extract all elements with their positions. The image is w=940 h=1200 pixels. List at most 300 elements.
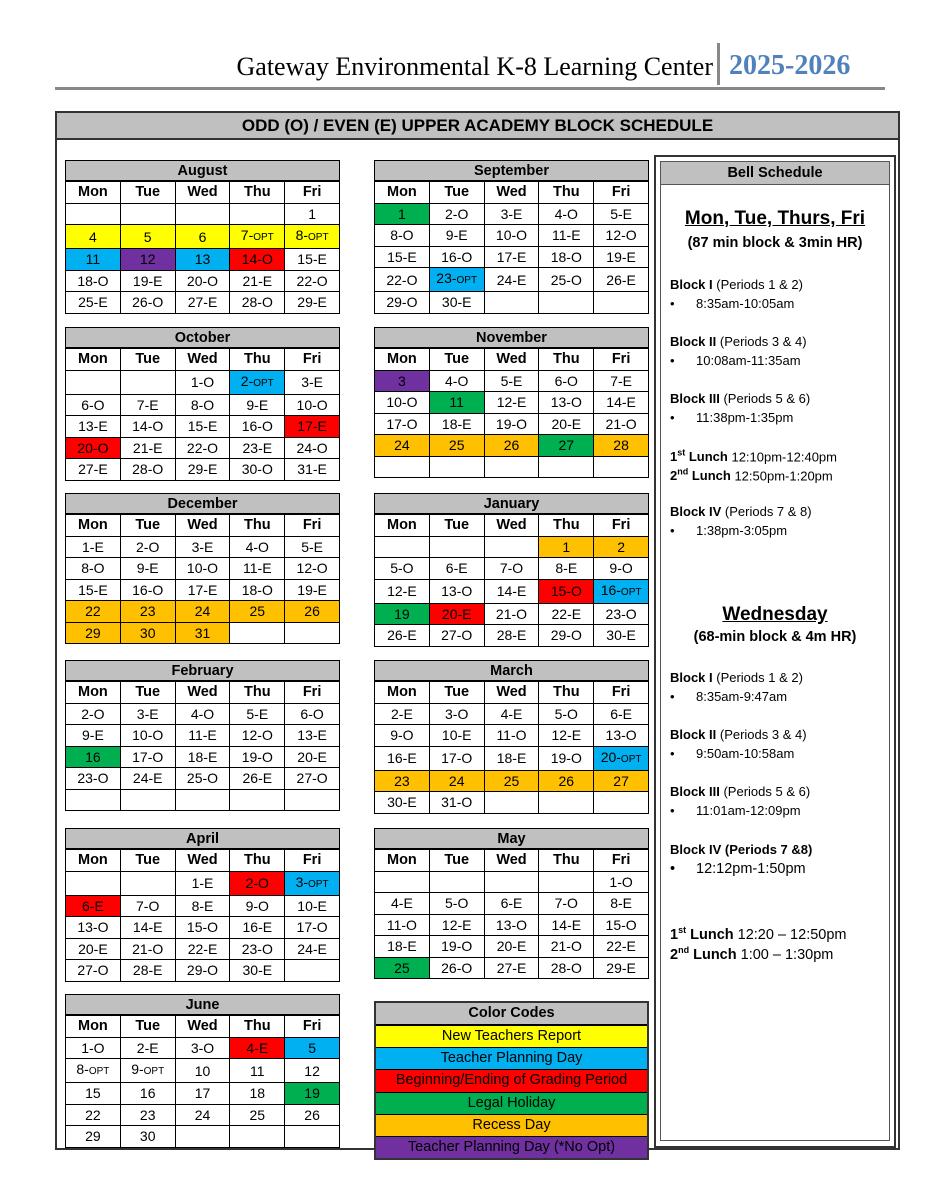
day-label: 26-O — [132, 294, 164, 311]
day-cell — [175, 1126, 230, 1148]
weekday-header: Thu — [230, 182, 285, 204]
day-label: 23-O — [77, 770, 109, 787]
day-cell — [175, 1037, 230, 1059]
day-label: 3-E — [136, 705, 159, 722]
day-label: 7-E — [136, 396, 159, 413]
weekday-header: Wed — [484, 182, 539, 204]
day-label: 12-E — [387, 583, 417, 599]
day-cell — [66, 871, 121, 895]
day-label: 19-E — [132, 272, 163, 289]
month-title: April — [65, 828, 340, 849]
day-cell — [230, 768, 285, 790]
day-label: 18-O — [241, 581, 273, 598]
day-label: 30-E — [606, 627, 636, 644]
weekday-header: Thu — [230, 682, 285, 704]
day-cell — [230, 917, 285, 939]
day-label: 8-O — [390, 227, 414, 244]
day-cell — [429, 203, 484, 225]
day-label: 28 — [613, 437, 629, 454]
day-label: 24-O — [296, 439, 328, 456]
weekday-header: Tue — [120, 349, 175, 371]
day-cell — [594, 703, 649, 725]
weekday-header: Fri — [594, 682, 649, 704]
day-label: 10-E — [297, 897, 327, 914]
day-label: 16 — [139, 1085, 156, 1102]
day-label: 25-O — [186, 770, 219, 787]
day-label: 21-O — [495, 605, 528, 622]
day-label: 22-E — [187, 940, 218, 957]
day-cell — [429, 957, 484, 979]
day-cell — [285, 1059, 340, 1083]
day-label: 5-E — [301, 538, 323, 555]
day-label: 8- — [76, 1061, 89, 1077]
day-cell — [429, 536, 484, 558]
day-cell — [429, 456, 484, 478]
day-label: 27-E — [496, 959, 527, 976]
day-cell — [594, 936, 649, 958]
day-label: 17-O — [296, 919, 328, 936]
wed-block-2: Block II (Periods 3 & 4) — [670, 727, 807, 742]
weekday-header: Mon — [375, 515, 430, 537]
day-cell — [484, 625, 539, 647]
day-label: 20-O — [186, 272, 219, 289]
day-label: 21-E — [132, 439, 163, 456]
day-label: 14-E — [496, 583, 527, 599]
day-cell — [285, 416, 340, 438]
day-label: 29 — [85, 624, 101, 641]
day-cell — [66, 601, 121, 623]
week-row — [66, 917, 340, 939]
day-label: 10-E — [441, 727, 472, 744]
week-row — [66, 270, 340, 292]
day-label: 5 — [143, 228, 152, 245]
day-label: 10-O — [296, 396, 328, 413]
weekday-header-row — [66, 182, 340, 204]
day-label: 18-E — [441, 415, 472, 432]
mtrf-subheading: (87 min block & 3min HR) — [687, 235, 863, 251]
month-january — [374, 493, 649, 647]
day-label: 18-E — [387, 938, 417, 955]
day-cell — [375, 536, 430, 558]
day-cell — [285, 1083, 340, 1105]
day-cell — [66, 960, 121, 982]
day-label: 20-O — [77, 439, 109, 456]
day-label: 11-O — [386, 916, 417, 933]
day-label: 10-O — [495, 227, 528, 244]
day-label: 6 — [198, 228, 207, 245]
day-cell — [66, 579, 121, 601]
month-february — [65, 660, 340, 811]
weekday-header: Wed — [484, 515, 539, 537]
day-label: 12-O — [296, 560, 328, 577]
day-cell — [120, 394, 175, 416]
day-cell — [375, 770, 430, 792]
weekday-header: Tue — [120, 515, 175, 537]
week-row — [66, 416, 340, 438]
day-label: 12-E — [551, 727, 582, 744]
day-cell — [484, 268, 539, 292]
day-cell — [120, 536, 175, 558]
day-cell — [375, 292, 430, 314]
day-label: 26 — [304, 1106, 320, 1123]
day-cell — [484, 770, 539, 792]
day-cell — [375, 893, 430, 915]
day-cell — [230, 292, 285, 314]
day-label: 27 — [558, 437, 575, 454]
wed-lunch-2: 2nd Lunch 1:00 – 1:30pm — [670, 945, 834, 963]
week-row — [66, 622, 340, 644]
day-cell — [594, 725, 649, 747]
day-cell — [539, 435, 594, 457]
day-label: 10-O — [386, 394, 418, 411]
day-cell — [175, 1059, 230, 1083]
day-label: 27-O — [296, 770, 328, 787]
day-cell — [175, 895, 230, 917]
day-label: 3-O — [445, 705, 469, 722]
weekday-header: Tue — [120, 182, 175, 204]
day-cell — [539, 770, 594, 792]
weekday-header: Mon — [375, 182, 430, 204]
day-label: 12 — [304, 1062, 320, 1079]
weekday-header: Mon — [66, 515, 121, 537]
day-cell — [230, 370, 285, 394]
day-label: 24-E — [496, 271, 527, 288]
day-cell — [230, 1059, 285, 1083]
day-cell — [120, 249, 175, 271]
week-row — [375, 392, 649, 414]
day-label: 20-E — [496, 938, 527, 955]
day-label: 18-E — [187, 748, 218, 765]
day-cell — [375, 246, 430, 268]
day-label: 25 — [394, 959, 410, 976]
weekday-header-row — [375, 182, 649, 204]
opt-label: OPT — [620, 753, 642, 765]
day-cell — [175, 768, 230, 790]
day-cell — [285, 703, 340, 725]
color-legend — [374, 1001, 649, 1160]
weekday-header: Thu — [539, 182, 594, 204]
day-cell — [230, 394, 285, 416]
weekday-header: Wed — [175, 349, 230, 371]
week-row — [66, 225, 340, 249]
day-cell — [66, 938, 121, 960]
day-label: 1-E — [191, 875, 214, 891]
day-cell — [375, 558, 430, 580]
day-label: 9-E — [136, 560, 159, 577]
day-cell — [429, 246, 484, 268]
day-cell — [120, 917, 175, 939]
day-label: 9-O — [390, 727, 414, 744]
day-cell — [484, 203, 539, 225]
weekday-header: Tue — [429, 515, 484, 537]
week-row — [66, 370, 340, 394]
weekday-header: Thu — [230, 349, 285, 371]
day-label: 11 — [449, 394, 464, 411]
weekday-header-row — [375, 515, 649, 537]
day-label: 4-O — [190, 705, 215, 722]
day-cell — [285, 249, 340, 271]
day-label: 10 — [194, 1062, 211, 1079]
day-label: 30-E — [242, 962, 273, 979]
month-table — [65, 181, 340, 314]
weekday-header-row — [66, 515, 340, 537]
week-row — [375, 603, 649, 625]
day-label: 2-O — [445, 205, 469, 222]
day-cell — [175, 370, 230, 394]
day-cell — [175, 225, 230, 249]
week-row — [375, 792, 649, 814]
day-cell — [175, 249, 230, 271]
day-cell — [594, 246, 649, 268]
day-cell — [594, 746, 649, 770]
weekday-header: Tue — [120, 682, 175, 704]
day-cell — [66, 895, 121, 917]
weekday-header: Tue — [120, 1016, 175, 1038]
day-label: 22-E — [551, 605, 582, 622]
day-cell — [429, 625, 484, 647]
school-year: 2025-2026 — [729, 50, 851, 81]
day-label: 12-O — [605, 227, 637, 244]
weekday-header: Wed — [175, 1016, 230, 1038]
day-cell — [375, 435, 430, 457]
day-cell — [66, 416, 121, 438]
day-label: 19-E — [297, 581, 327, 598]
day-label: 6-E — [610, 705, 632, 722]
weekday-header: Fri — [285, 515, 340, 537]
day-label: 8-E — [555, 560, 578, 577]
day-cell — [285, 601, 340, 623]
day-label: 18-O — [550, 248, 582, 265]
weekday-header-row — [66, 682, 340, 704]
weekday-header: Tue — [120, 850, 175, 872]
day-cell — [594, 792, 649, 814]
day-label: 22 — [85, 603, 101, 620]
day-cell — [66, 725, 121, 747]
week-row — [66, 394, 340, 416]
day-label: 5-O — [445, 895, 469, 912]
day-label: 6-E — [500, 895, 523, 912]
day-cell — [539, 725, 594, 747]
day-label: 7-O — [554, 895, 578, 912]
day-cell — [539, 893, 594, 915]
day-cell — [120, 1104, 175, 1126]
day-label: 17 — [194, 1085, 211, 1102]
day-cell — [375, 936, 430, 958]
week-row — [375, 370, 649, 392]
day-label: 12-E — [496, 394, 527, 411]
weekday-header: Thu — [539, 349, 594, 371]
day-cell — [230, 558, 285, 580]
day-cell — [66, 1083, 121, 1105]
day-cell — [594, 435, 649, 457]
day-cell — [484, 292, 539, 314]
day-cell — [285, 871, 340, 895]
day-label: 24-E — [297, 940, 327, 957]
day-cell — [375, 746, 430, 770]
wed-block-4: Block IV (Periods 7 &8) — [670, 842, 813, 857]
day-cell — [285, 1104, 340, 1126]
day-cell — [230, 622, 285, 644]
month-april — [65, 828, 340, 982]
day-cell — [484, 792, 539, 814]
day-cell — [120, 768, 175, 790]
weekday-header: Fri — [285, 850, 340, 872]
day-label: 26 — [304, 603, 320, 620]
day-label: 16-O — [132, 581, 164, 598]
day-label: 4-E — [500, 705, 523, 722]
day-cell — [120, 601, 175, 623]
day-cell — [539, 292, 594, 314]
day-cell — [120, 789, 175, 811]
day-cell — [594, 579, 649, 603]
day-label: 3-E — [301, 374, 323, 390]
day-label: 13-O — [495, 916, 528, 933]
day-label: 4-E — [246, 1039, 269, 1056]
week-row — [375, 746, 649, 770]
day-label: 14-E — [551, 916, 582, 933]
weekday-header: Mon — [375, 349, 430, 371]
day-cell — [539, 603, 594, 625]
day-cell — [539, 625, 594, 647]
weekday-header-row — [375, 850, 649, 872]
day-cell — [375, 603, 430, 625]
month-title: June — [65, 994, 340, 1015]
day-cell — [429, 435, 484, 457]
day-cell — [230, 960, 285, 982]
weekday-header: Thu — [539, 850, 594, 872]
day-cell — [120, 579, 175, 601]
opt-label: OPT — [253, 377, 274, 389]
day-label: 27-E — [187, 294, 218, 311]
day-label: 27-O — [77, 962, 109, 979]
day-cell — [375, 413, 430, 435]
day-cell — [375, 268, 430, 292]
wed-block-2-time: • 9:50am-10:58am — [696, 746, 794, 761]
day-label: 15-O — [186, 919, 219, 936]
wed-block-1: Block I (Periods 1 & 2) — [670, 670, 803, 685]
weekday-header: Tue — [429, 682, 484, 704]
day-label: 16-E — [242, 919, 273, 936]
day-cell — [66, 459, 121, 481]
legend-title: Color Codes — [376, 1003, 647, 1025]
day-label: 13-O — [605, 727, 637, 744]
day-cell — [375, 370, 430, 392]
day-label: 26-E — [606, 271, 636, 288]
day-label: 25 — [249, 1106, 266, 1123]
day-cell — [66, 746, 121, 768]
day-label: 29-O — [186, 962, 219, 979]
day-cell — [484, 936, 539, 958]
day-cell — [230, 416, 285, 438]
day-label: 3-E — [500, 205, 523, 222]
day-cell — [175, 1083, 230, 1105]
day-label: 22-O — [386, 271, 418, 288]
day-cell — [120, 871, 175, 895]
day-cell — [120, 1126, 175, 1148]
day-label: 6-O — [554, 372, 578, 389]
day-label: 20-E — [297, 748, 327, 765]
day-cell — [594, 957, 649, 979]
day-cell — [594, 225, 649, 247]
weekday-header: Fri — [594, 349, 649, 371]
page-header — [55, 40, 885, 92]
day-cell — [230, 459, 285, 481]
week-row — [375, 435, 649, 457]
day-cell — [230, 536, 285, 558]
week-row — [66, 292, 340, 314]
opt-label: OPT — [308, 878, 329, 890]
day-cell — [375, 725, 430, 747]
week-row — [375, 225, 649, 247]
day-label: 28-E — [132, 962, 163, 979]
weekday-header: Fri — [594, 850, 649, 872]
legend-item-grading-period: Beginning/Ending of Grading Period — [376, 1069, 647, 1091]
week-row — [66, 601, 340, 623]
day-label: 24 — [394, 437, 410, 454]
day-label: 27-E — [78, 461, 108, 478]
day-cell — [175, 960, 230, 982]
week-row — [375, 703, 649, 725]
day-label: 3 — [398, 372, 406, 389]
mtrf-lunch-1: 1st Lunch 12:10pm-12:40pm — [670, 448, 837, 465]
day-label: 6-O — [81, 396, 105, 413]
day-cell — [539, 203, 594, 225]
day-cell — [66, 536, 121, 558]
day-cell — [285, 579, 340, 601]
week-row — [375, 770, 649, 792]
mtrf-block-2-time: • 10:08am-11:35am — [696, 353, 801, 368]
day-cell — [539, 871, 594, 893]
week-row — [375, 268, 649, 292]
day-label: 30 — [139, 1128, 156, 1145]
day-cell — [230, 579, 285, 601]
day-label: 25 — [503, 772, 520, 789]
day-cell — [375, 957, 430, 979]
day-cell — [539, 268, 594, 292]
day-label: 12-O — [241, 727, 273, 744]
day-label: 18-E — [496, 750, 527, 766]
day-label: 23 — [394, 772, 410, 789]
week-row — [375, 203, 649, 225]
day-cell — [429, 725, 484, 747]
weekday-header: Mon — [375, 850, 430, 872]
month-title: November — [374, 327, 649, 348]
day-cell — [285, 225, 340, 249]
day-label: 4 — [89, 228, 97, 245]
day-label: 17-E — [496, 248, 527, 265]
day-label: 3- — [295, 873, 309, 890]
day-cell — [375, 703, 430, 725]
day-label: 31-E — [297, 461, 327, 478]
day-label: 9-E — [445, 227, 468, 244]
day-cell — [539, 558, 594, 580]
day-cell — [429, 370, 484, 392]
day-label: 16-O — [241, 418, 273, 435]
day-cell — [120, 558, 175, 580]
opt-label: OPT — [308, 232, 329, 243]
day-label: 5 — [308, 1039, 316, 1056]
day-label: 8- — [295, 227, 309, 243]
month-september — [374, 160, 649, 314]
day-cell — [285, 1037, 340, 1059]
day-cell — [66, 622, 121, 644]
mtrf-block-1: Block I (Periods 1 & 2) — [670, 277, 803, 292]
day-label: 19-O — [441, 938, 473, 955]
week-row — [375, 579, 649, 603]
day-label: 22-O — [186, 439, 219, 456]
day-label: 2-E — [136, 1039, 159, 1056]
day-cell — [230, 871, 285, 895]
